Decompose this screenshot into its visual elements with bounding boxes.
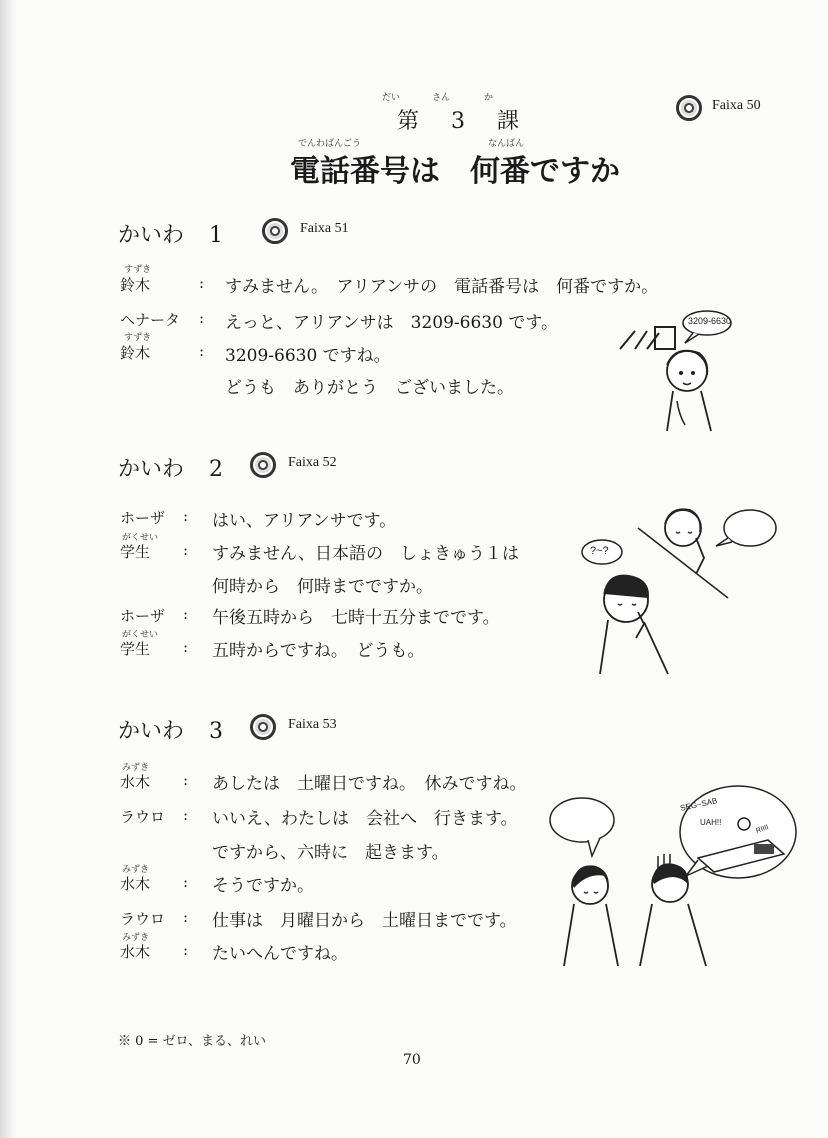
cd-icon[interactable] bbox=[250, 714, 276, 740]
colon: : bbox=[199, 274, 205, 292]
colon: : bbox=[183, 873, 189, 891]
speaker-name: ラウロ bbox=[120, 808, 166, 826]
dialogue-2-faixa[interactable]: Faixa 52 bbox=[288, 455, 337, 470]
furigana-title-2: なんばん bbox=[488, 139, 525, 149]
speaker-name: ホーザ bbox=[120, 607, 166, 625]
speaker-furigana: みずき bbox=[122, 933, 150, 943]
speaker-name: 水木 bbox=[120, 943, 151, 961]
dialogue-2-label: かいわ bbox=[118, 457, 185, 482]
speaker-furigana: がくせい bbox=[122, 630, 159, 640]
dialogue-1-number: 1 bbox=[209, 223, 224, 248]
dialogue-line: えっと、アリアンサは 3209-6630 です。 bbox=[225, 313, 558, 333]
dialogue-2-number: 2 bbox=[209, 457, 224, 482]
weekday-bubble-text: SEG~SAB bbox=[679, 796, 719, 813]
colon: : bbox=[183, 605, 189, 623]
speaker-name: 鈴木 bbox=[120, 344, 151, 362]
speaker-furigana: がくせい bbox=[122, 533, 159, 543]
dialogue-line: あしたは 土曜日ですね。 休みですね。 bbox=[212, 774, 527, 794]
dialogue-line: 3209-6630 ですね。 bbox=[225, 346, 391, 366]
lesson-title: 電話番号は 何番ですか bbox=[290, 154, 620, 189]
lesson-ka: 課 bbox=[496, 109, 521, 134]
furigana-num: さん bbox=[432, 93, 451, 103]
dialogue-3-faixa[interactable]: Faixa 53 bbox=[288, 717, 337, 732]
colon: : bbox=[183, 771, 189, 789]
dialogue-1-heading bbox=[118, 218, 223, 249]
dialogue-3-number: 3 bbox=[209, 719, 224, 744]
speaker-name: ホーザ bbox=[120, 509, 166, 527]
speaker-name: ヘナータ bbox=[120, 311, 181, 329]
dialogue-line: どうも ありがとう ございました。 bbox=[225, 378, 514, 398]
colon: : bbox=[183, 908, 189, 926]
colon: : bbox=[183, 507, 189, 525]
dialogue-line: そうですか。 bbox=[212, 876, 314, 896]
dialogue-line: すみません、日本語の しょきゅう１は bbox=[212, 544, 520, 564]
dialogue-3-label: かいわ bbox=[118, 719, 185, 744]
page-number: 70 bbox=[403, 1052, 421, 1068]
dialogue-line: いいえ、わたしは 会社へ 行きます。 bbox=[212, 809, 518, 829]
page-gutter-shadow bbox=[0, 0, 16, 1138]
dialogue-line: はい、アリアンサです。 bbox=[212, 511, 397, 531]
speaker-furigana: みずき bbox=[122, 865, 150, 875]
dialogue-line: 仕事は 月曜日から 土曜日までです。 bbox=[212, 911, 517, 931]
dialogue-line: 午後五時から 七時十五分までです。 bbox=[212, 608, 500, 628]
furigana-dai: だい bbox=[382, 93, 401, 103]
workday-illustration bbox=[548, 780, 798, 970]
colon: : bbox=[183, 806, 189, 824]
speaker-furigana: すずき bbox=[124, 265, 152, 275]
colon: : bbox=[183, 941, 189, 959]
lesson-header bbox=[384, 104, 534, 135]
cd-icon[interactable] bbox=[250, 452, 276, 478]
dialogue-line: ですから、六時に 起きます。 bbox=[212, 843, 449, 863]
phone-conversation-illustration bbox=[578, 488, 790, 678]
dialogue-1-label: かいわ bbox=[118, 223, 185, 248]
dialogue-line: たいへんですね。 bbox=[212, 944, 348, 964]
furigana-ka: か bbox=[484, 93, 494, 103]
colon: : bbox=[199, 309, 205, 327]
phone-number-bubble: 3209-6630 bbox=[688, 316, 732, 326]
colon: : bbox=[199, 342, 205, 360]
speaker-name: 水木 bbox=[120, 875, 151, 893]
dialogue-line: 何時から 何時までですか。 bbox=[212, 577, 433, 597]
dialogue-2-heading bbox=[118, 452, 223, 483]
speaker-name: 水木 bbox=[120, 773, 151, 791]
speaker-furigana: みずき bbox=[122, 763, 150, 773]
colon: : bbox=[183, 541, 189, 559]
cd-icon[interactable] bbox=[262, 218, 288, 244]
lesson-number: 3 bbox=[451, 109, 467, 134]
dialogue-1-faixa[interactable]: Faixa 51 bbox=[300, 221, 349, 236]
speaker-name: ラウロ bbox=[120, 910, 166, 928]
colon: : bbox=[183, 638, 189, 656]
lesson-dai: 第 bbox=[396, 109, 421, 134]
speaker-name: 学生 bbox=[120, 640, 151, 658]
lesson-faixa[interactable]: Faixa 50 bbox=[712, 98, 761, 113]
furigana-title-1: でんわばんごう bbox=[298, 139, 362, 149]
yawn-text: UAH!! bbox=[700, 818, 722, 827]
alarm-ring-text: RIIII bbox=[755, 824, 770, 835]
dialogue-line: 五時からですね。 どうも。 bbox=[212, 641, 425, 661]
dialogue-3-heading bbox=[118, 714, 223, 745]
confused-bubble: ?~? bbox=[590, 545, 609, 557]
zero-reading-note: ※ 0 = ゼロ、まる、れい bbox=[118, 1034, 267, 1049]
dialogue-line: すみません。 アリアンサの 電話番号は 何番ですか。 bbox=[225, 277, 659, 297]
speaker-name: 学生 bbox=[120, 543, 151, 561]
speaker-name: 鈴木 bbox=[120, 276, 151, 294]
cd-icon[interactable] bbox=[676, 95, 702, 121]
speaker-furigana: すずき bbox=[124, 333, 152, 343]
